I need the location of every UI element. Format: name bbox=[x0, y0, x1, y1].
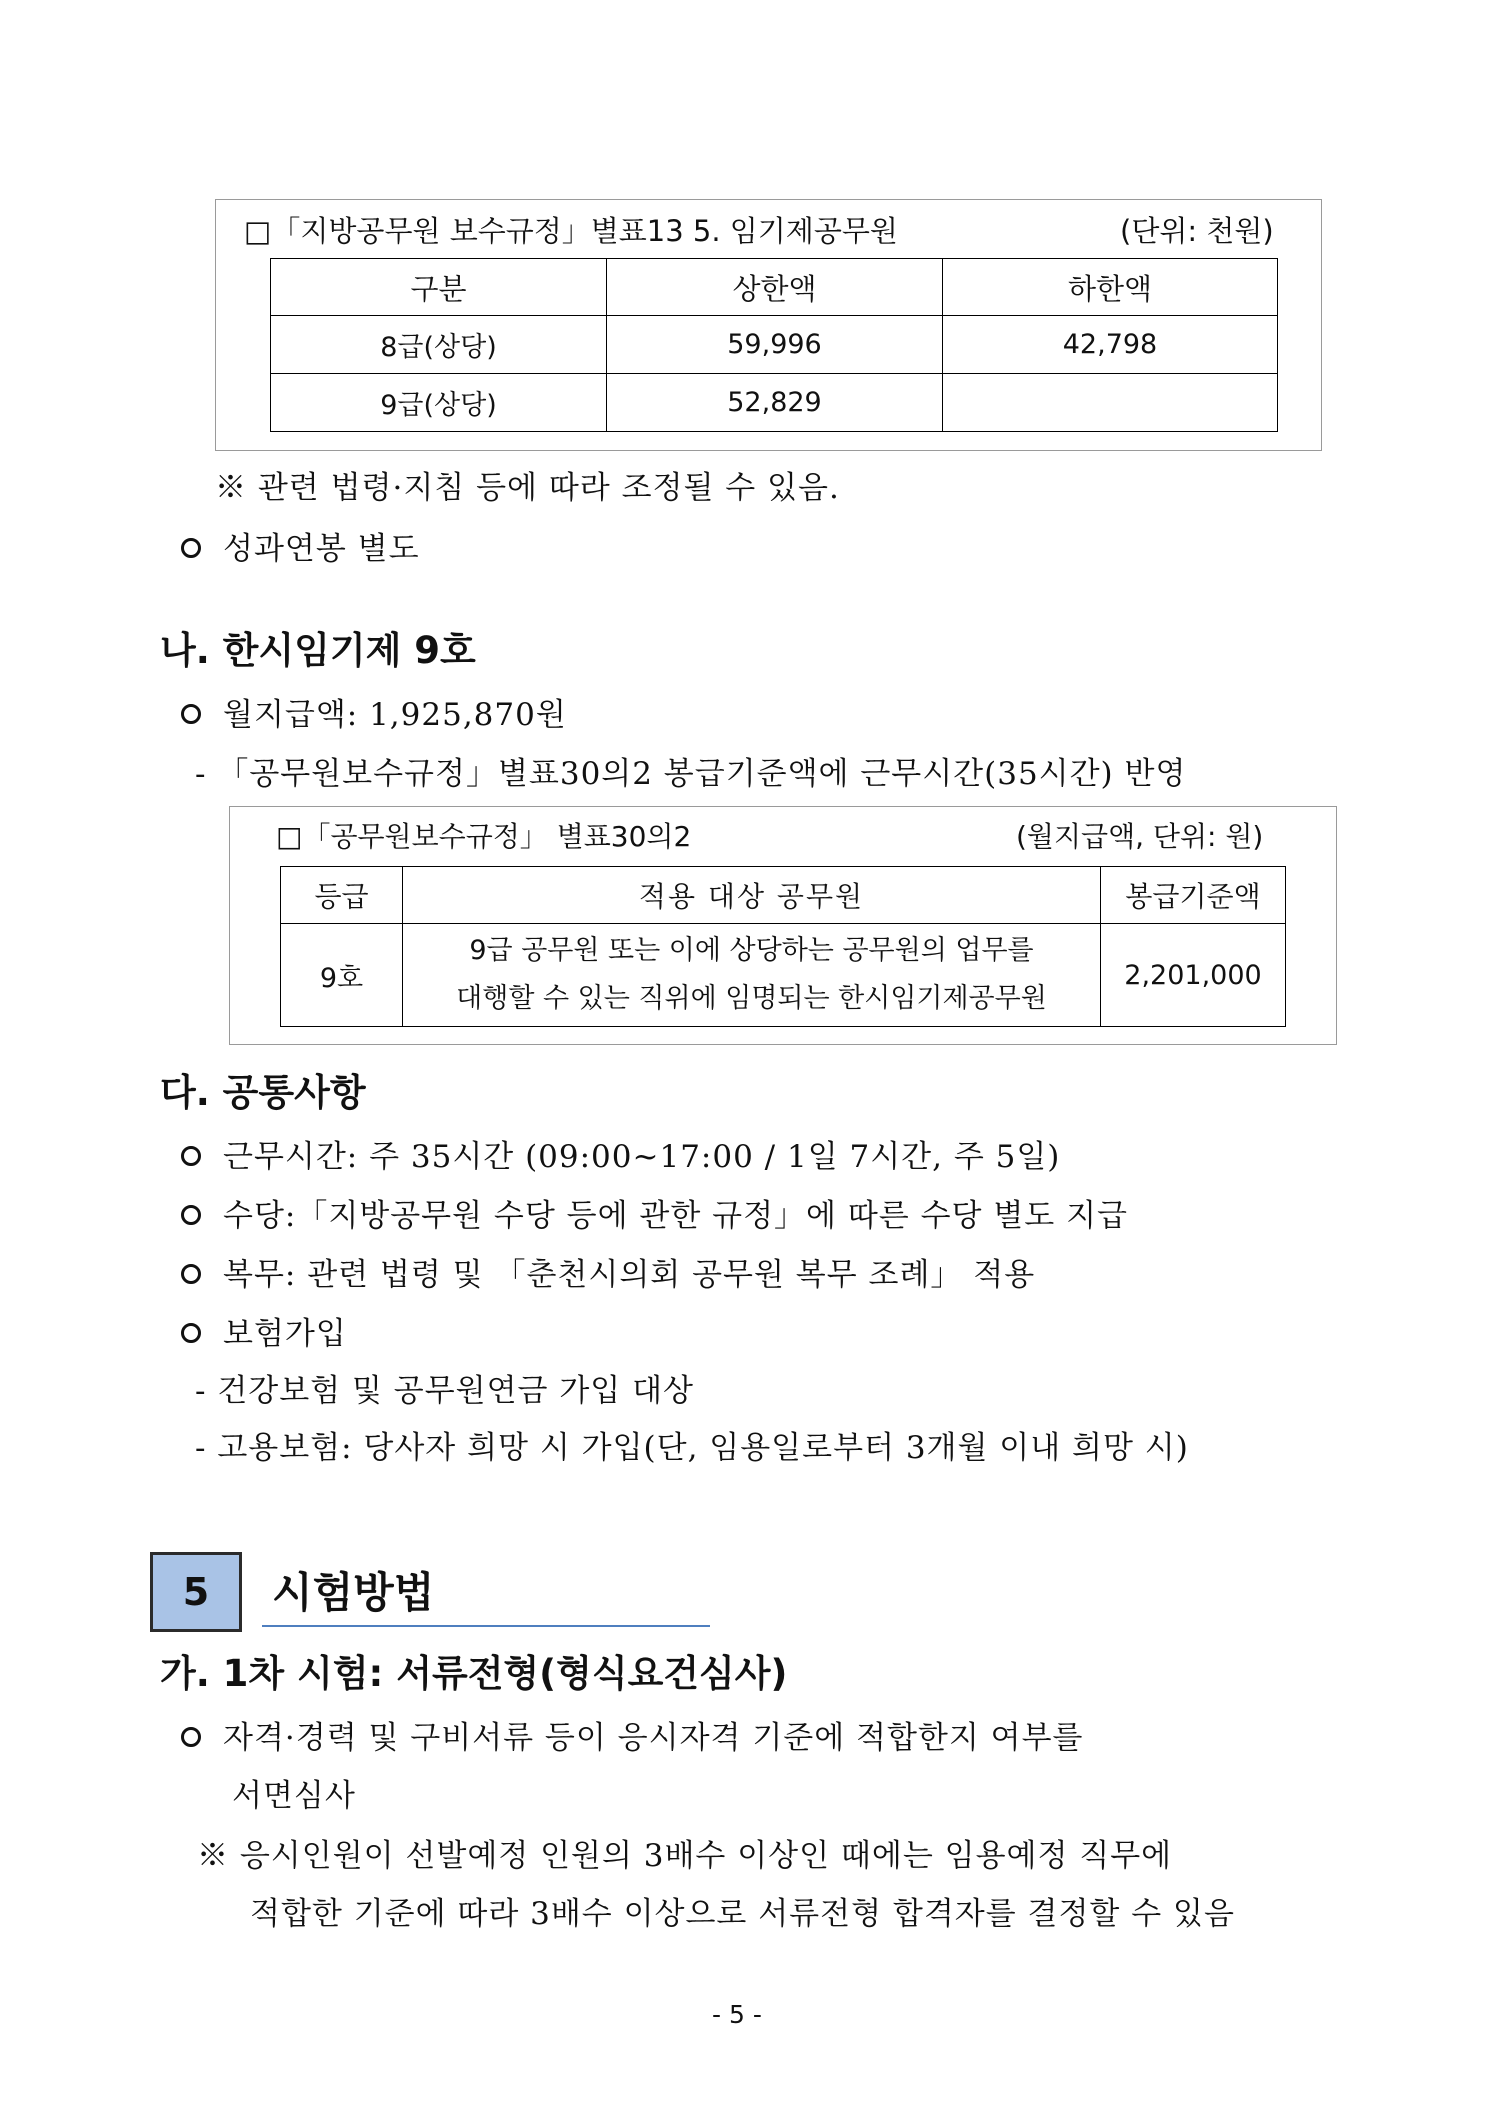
table2 bbox=[280, 866, 1286, 1027]
bullet-monthly-pay bbox=[181, 689, 567, 734]
circle-bullet-icon bbox=[181, 1146, 201, 1166]
table-row bbox=[271, 316, 1278, 374]
circle-bullet-icon bbox=[181, 1264, 201, 1284]
dash-basis: - 「공무원보수규정」별표30의2 봉급기준액에 근무시간(35시간) 반영 bbox=[195, 756, 1187, 792]
bullet-text: 월지급액: 1,925,870원 bbox=[223, 697, 567, 733]
bullet-text: 수당:「지방공무원 수당 등에 관한 규정」에 따른 수당 별도 지급 bbox=[223, 1198, 1128, 1234]
table-row bbox=[271, 374, 1278, 432]
bullet-text: 복무: 관련 법령 및 「춘천시의회 공무원 복무 조례」 적용 bbox=[223, 1257, 1036, 1293]
dash-employment-insurance: - 고용보험: 당사자 희망 시 가입(단, 임용일로부터 3개월 이내 희망 시) bbox=[195, 1430, 1189, 1466]
circle-bullet-icon bbox=[181, 704, 201, 724]
target-line: 대행할 수 있는 직위에 임명되는 한시임기제공무원 bbox=[456, 983, 1047, 1014]
table-cell: 42,798 bbox=[943, 316, 1278, 374]
note-triple-cont: 적합한 기준에 따라 3배수 이상으로 서류전형 합격자를 결정할 수 있음 bbox=[250, 1896, 1235, 1932]
table-cell: 59,996 bbox=[607, 316, 943, 374]
table-header-cell: 적용 대상 공무원 bbox=[403, 867, 1101, 924]
section-heading-da: 다. 공통사항 bbox=[160, 1071, 366, 1114]
table-cell: 52,829 bbox=[607, 374, 943, 432]
target-line: 9급 공무원 또는 이에 상당하는 공무원의 업무를 bbox=[469, 935, 1034, 966]
table-cell: 2,201,000 bbox=[1101, 924, 1286, 1027]
bullet-allowance bbox=[181, 1190, 1128, 1235]
page-number: - 5 - bbox=[712, 2000, 762, 2029]
bullet-text: 보험가입 bbox=[223, 1316, 347, 1352]
bullet-text: 성과연봉 별도 bbox=[223, 531, 420, 567]
table1-unit: (단위: 천원) bbox=[1120, 214, 1274, 248]
table-header-cell: 하한액 bbox=[943, 259, 1278, 316]
section-title: 시험방법 bbox=[272, 1568, 435, 1617]
circle-bullet-icon bbox=[181, 1727, 201, 1747]
table1-caption: □「지방공무원 보수규정」별표13 5. 임기제공무원 bbox=[244, 214, 898, 248]
note-triple: ※ 응시인원이 선발예정 인원의 3배수 이상인 때에는 임용예정 직무에 bbox=[197, 1838, 1173, 1874]
sub-heading-ga: 가. 1차 시험: 서류전형(형식요건심사) bbox=[160, 1652, 788, 1695]
table-header-cell: 구분 bbox=[271, 259, 607, 316]
table-header-cell: 봉급기준액 bbox=[1101, 867, 1286, 924]
section-number-badge: 5 bbox=[150, 1552, 242, 1632]
bullet-work-hours bbox=[181, 1131, 1060, 1176]
circle-bullet-icon bbox=[181, 1323, 201, 1343]
table-header-cell: 등급 bbox=[281, 867, 403, 924]
table2-unit: (월지급액, 단위: 원) bbox=[1016, 820, 1264, 853]
table-cell bbox=[943, 374, 1278, 432]
table-row bbox=[281, 924, 1286, 1027]
table-header-cell: 상한액 bbox=[607, 259, 943, 316]
table1 bbox=[270, 258, 1278, 432]
bullet-service bbox=[181, 1249, 1035, 1294]
circle-bullet-icon bbox=[181, 538, 201, 558]
section-title-underline bbox=[262, 1625, 710, 1627]
table-cell: 8급(상당) bbox=[271, 316, 607, 374]
bullet-performance bbox=[181, 523, 420, 568]
table2-caption: □「공무원보수규정」 별표30의2 bbox=[276, 820, 692, 853]
bullet-text: 근무시간: 주 35시간 (09:00~17:00 / 1일 7시간, 주 5일) bbox=[223, 1139, 1061, 1175]
table-cell: 9호 bbox=[281, 924, 403, 1027]
table-header-row bbox=[271, 259, 1278, 316]
bullet-document-review-cont: 서면심사 bbox=[232, 1778, 356, 1814]
dash-health-insurance: - 건강보험 및 공무원연금 가입 대상 bbox=[195, 1373, 694, 1409]
circle-bullet-icon bbox=[181, 1205, 201, 1225]
bullet-text: 자격·경력 및 구비서류 등이 응시자격 기준에 적합한지 여부를 bbox=[223, 1720, 1084, 1756]
bullet-insurance bbox=[181, 1308, 347, 1353]
table-cell: 9급(상당) bbox=[271, 374, 607, 432]
note-adjustment: ※ 관련 법령·지침 등에 따라 조정될 수 있음. bbox=[215, 470, 840, 506]
table-header-row bbox=[281, 867, 1286, 924]
section-heading-na: 나. 한시임기제 9호 bbox=[160, 629, 476, 672]
bullet-document-review bbox=[181, 1712, 1083, 1757]
table-cell-target bbox=[403, 924, 1101, 1027]
